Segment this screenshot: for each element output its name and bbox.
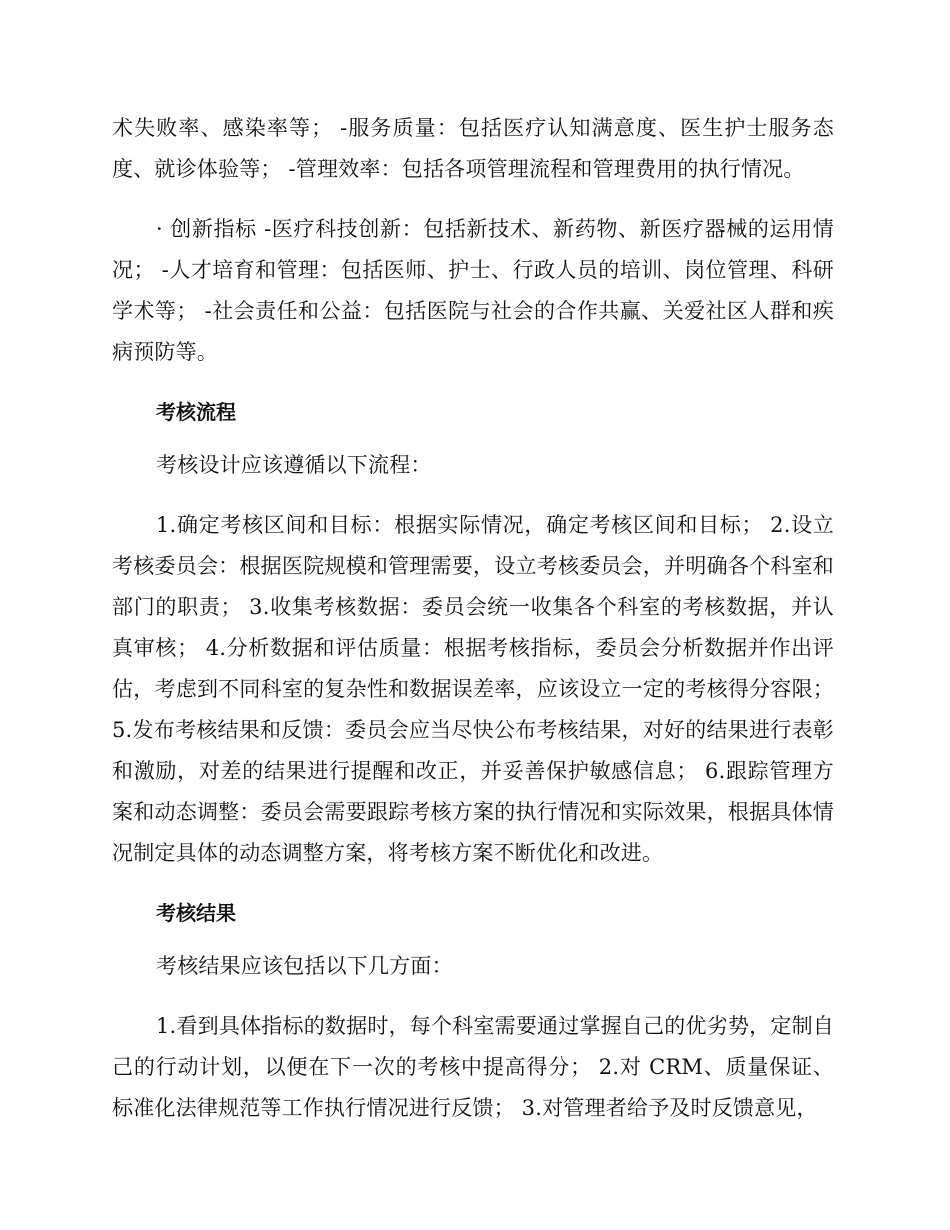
heading-assessment-results: 考核结果 (156, 901, 236, 925)
paragraph-process-intro: 考核设计应该遵循以下流程： (156, 453, 432, 477)
paragraph-results-items: 1.看到具体指标的数据时，每个科室需要通过掌握自己的优劣势，定制自己的行动计划，以便在下一次的考核中提高得分； 2.对 CRM、质量保证、标准化法律规范等工作执行情况进行反馈； 3.对管理者给予及时反馈意见， (112, 1014, 834, 1120)
document-body (112, 108, 834, 1148)
paragraph-quality-indicators: 术失败率、感染率等； -服务质量：包括医疗认知满意度、医生护士服务态度、就诊体验等； -管理效率：包括各项管理流程和管理费用的执行情况。 (112, 116, 834, 181)
paragraph-process-steps: 1.确定考核区间和目标：根据实际情况，确定考核区间和目标； 2.设立考核委员会：根据医院规模和管理需要，设立考核委员会，并明确各个科室和部门的职责； 3.收集考核数据：委员会统一收集各个科室的考核数据，并认真审核； 4.分析数据和评估质量：根据考核指标，委员会分析数据并作出评估，考虑到不同科室的复杂性和数据误差率，应该设立一定的考核得分容限； 5.发布考核结果和反馈：委员会应当尽快公布考核结果，对好的结果进行表彰和激励，对差的结果进行提醒和改正，并妥善保护敏感信息； 6.跟踪管理方案和动态调整：委员会需要跟踪考核方案的执行情况和实际效果，根据具体情况制定具体的动态调整方案，将考核方案不断优化和改进。 (112, 513, 834, 865)
heading-assessment-process: 考核流程 (156, 400, 236, 424)
paragraph-innovation-indicators: · 创新指标 -医疗科技创新：包括新技术、新药物、新医疗器械的运用情况； -人才培育和管理：包括医师、护士、行政人员的培训、岗位管理、科研学术等； -社会责任和公益：包括医院与社会的合作共赢、关爱社区人群和疾病预防等。 (112, 217, 834, 364)
paragraph-results-intro: 考核结果应该包括以下几方面： (156, 954, 453, 978)
